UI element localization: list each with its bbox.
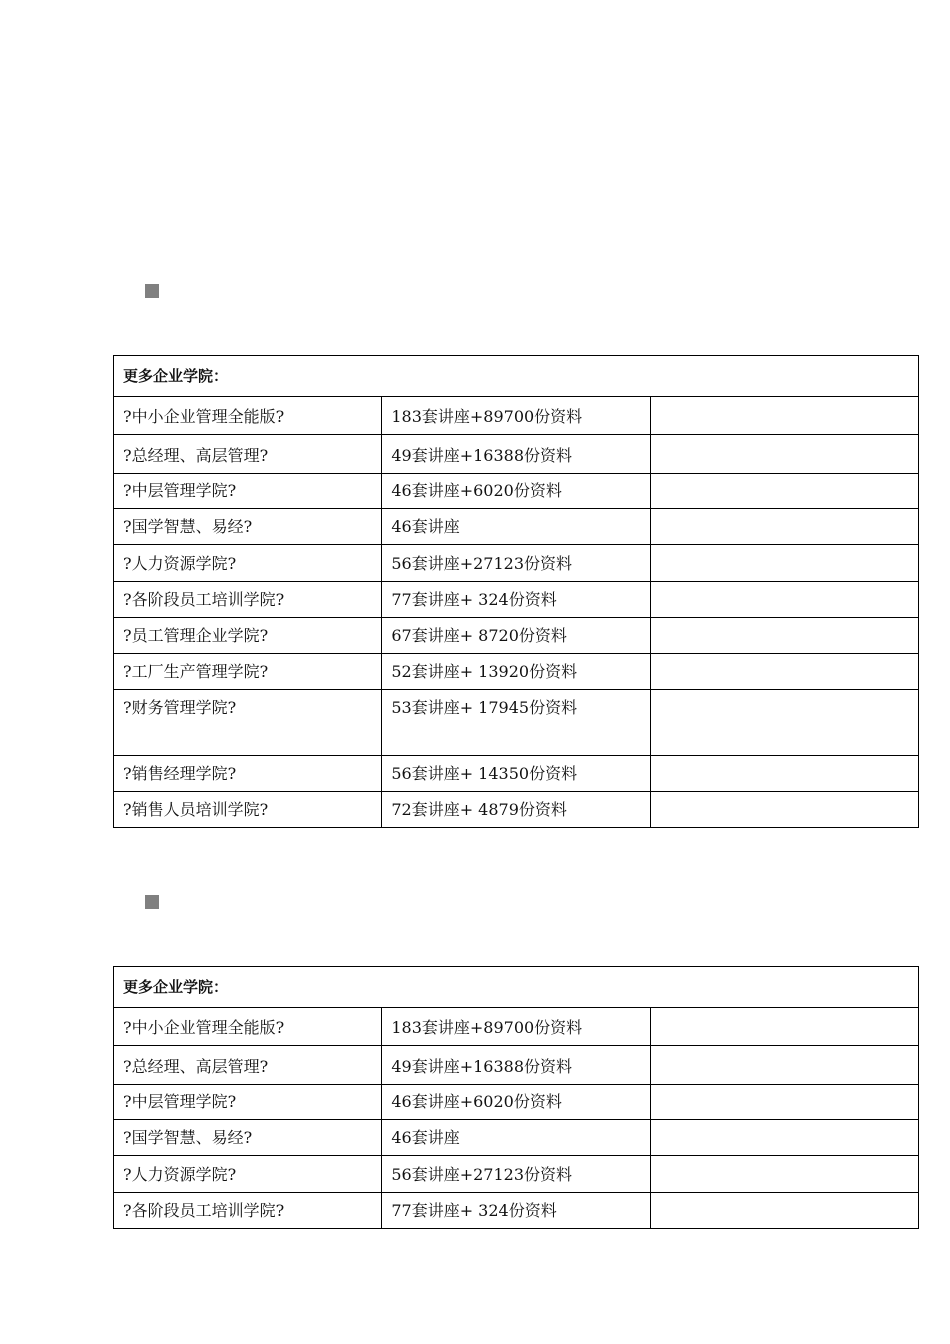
table-row: [114, 690, 919, 756]
academy-name: ?财务管理学院?: [114, 690, 382, 756]
table-row: [114, 792, 919, 828]
academy-name: ?人力资源学院?: [114, 545, 382, 582]
empty-cell: [650, 792, 918, 828]
empty-cell: [650, 545, 918, 582]
academy-content: 183套讲座+89700份资料: [382, 1008, 650, 1046]
table-row: [114, 618, 919, 654]
table-row: [114, 582, 919, 618]
table-row: [114, 654, 919, 690]
table-row: [114, 756, 919, 792]
table-header-label: 更多企业学院：: [114, 967, 919, 1008]
table-header-row: [114, 967, 919, 1008]
academy-content: 67套讲座+ 8720份资料: [382, 618, 650, 654]
academy-name: ?销售人员培训学院?: [114, 792, 382, 828]
table-row: [114, 397, 919, 435]
empty-cell: [650, 690, 918, 756]
academy-name: ?工厂生产管理学院?: [114, 654, 382, 690]
table-row: [114, 474, 919, 509]
academy-table-1: [113, 355, 919, 828]
empty-cell: [650, 1120, 918, 1156]
academy-name: ?总经理、高层管理?: [114, 1046, 382, 1085]
academy-content: 56套讲座+ 14350份资料: [382, 756, 650, 792]
empty-cell: [650, 509, 918, 545]
academy-name: ?各阶段员工培训学院?: [114, 1193, 382, 1229]
academy-name: ?中小企业管理全能版?: [114, 397, 382, 435]
academy-content: 46套讲座: [382, 509, 650, 545]
empty-cell: [650, 1046, 918, 1085]
academy-name: ?国学智慧、易经?: [114, 509, 382, 545]
table-header-label: 更多企业学院：: [114, 356, 919, 397]
academy-content: 49套讲座+16388份资料: [382, 435, 650, 474]
table-row: [114, 1193, 919, 1229]
academy-content: 52套讲座+ 13920份资料: [382, 654, 650, 690]
table-row: [114, 1085, 919, 1120]
table-row: [114, 1046, 919, 1085]
empty-cell: [650, 1193, 918, 1229]
table-row: [114, 1008, 919, 1046]
table-row: [114, 1156, 919, 1193]
empty-cell: [650, 474, 918, 509]
empty-cell: [650, 1085, 918, 1120]
bullet-square-2: [145, 895, 159, 909]
empty-cell: [650, 1008, 918, 1046]
table-row: [114, 1120, 919, 1156]
academy-content: 56套讲座+27123份资料: [382, 545, 650, 582]
academy-name: ?中层管理学院?: [114, 474, 382, 509]
empty-cell: [650, 397, 918, 435]
academy-name: ?人力资源学院?: [114, 1156, 382, 1193]
academy-name: ?国学智慧、易经?: [114, 1120, 382, 1156]
bullet-square-1: [145, 284, 159, 298]
academy-name: ?各阶段员工培训学院?: [114, 582, 382, 618]
table-row: [114, 545, 919, 582]
academy-name: ?总经理、高层管理?: [114, 435, 382, 474]
empty-cell: [650, 582, 918, 618]
empty-cell: [650, 618, 918, 654]
academy-content: 49套讲座+16388份资料: [382, 1046, 650, 1085]
academy-content: 77套讲座+ 324份资料: [382, 582, 650, 618]
empty-cell: [650, 756, 918, 792]
academy-content: 72套讲座+ 4879份资料: [382, 792, 650, 828]
academy-content: 56套讲座+27123份资料: [382, 1156, 650, 1193]
academy-name: ?中小企业管理全能版?: [114, 1008, 382, 1046]
academy-name: ?中层管理学院?: [114, 1085, 382, 1120]
table-row: [114, 435, 919, 474]
academy-content: 53套讲座+ 17945份资料: [382, 690, 650, 756]
table-header-row: [114, 356, 919, 397]
empty-cell: [650, 1156, 918, 1193]
empty-cell: [650, 435, 918, 474]
empty-cell: [650, 654, 918, 690]
academy-table-2: [113, 966, 919, 1229]
academy-content: 183套讲座+89700份资料: [382, 397, 650, 435]
table-row: [114, 509, 919, 545]
academy-content: 46套讲座: [382, 1120, 650, 1156]
academy-name: ?销售经理学院?: [114, 756, 382, 792]
academy-content: 46套讲座+6020份资料: [382, 474, 650, 509]
academy-content: 77套讲座+ 324份资料: [382, 1193, 650, 1229]
academy-name: ?员工管理企业学院?: [114, 618, 382, 654]
academy-content: 46套讲座+6020份资料: [382, 1085, 650, 1120]
